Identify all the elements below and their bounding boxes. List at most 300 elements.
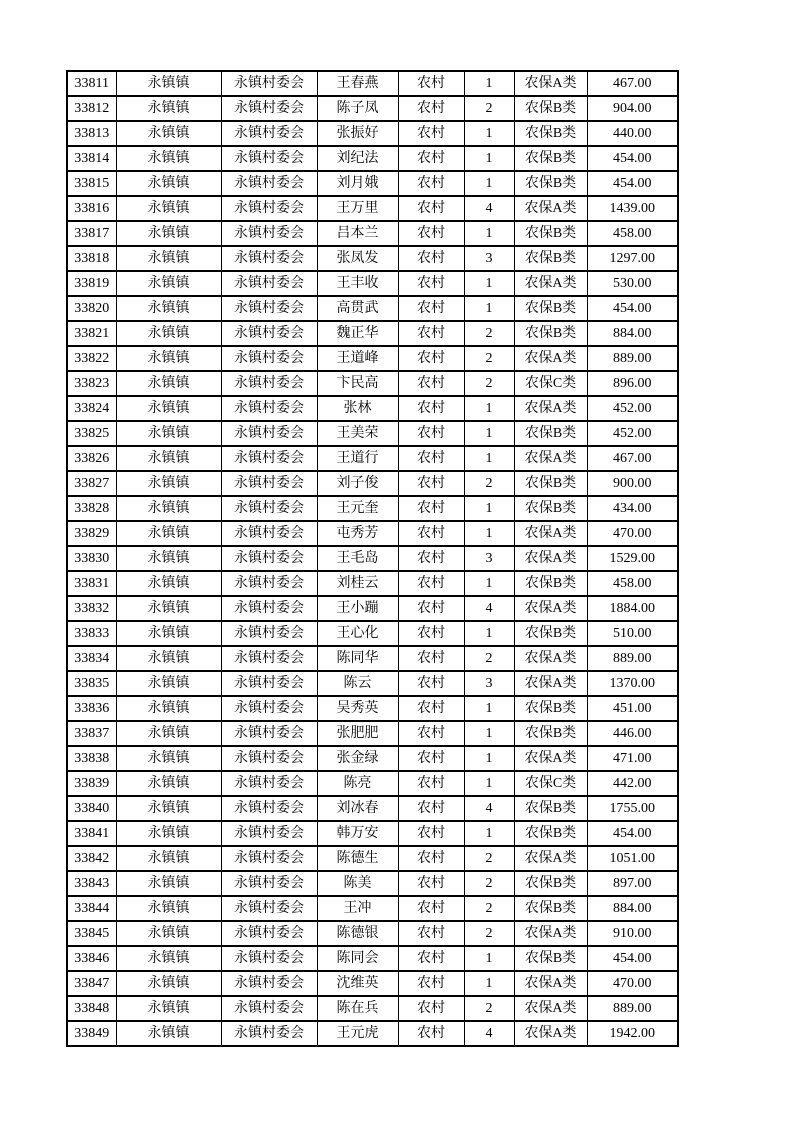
pension-roster-table [66,70,679,1047]
cell-serial-number: 33845 [67,921,116,946]
cell-town: 永镇镇 [116,396,221,421]
cell-village-committee: 永镇村委会 [221,771,317,796]
cell-town: 永镇镇 [116,271,221,296]
cell-serial-number: 33822 [67,346,116,371]
cell-amount: 458.00 [587,221,678,246]
table-row [67,746,678,771]
cell-residence-type: 农村 [398,671,464,696]
cell-serial-number: 33841 [67,821,116,846]
cell-village-committee: 永镇村委会 [221,721,317,746]
cell-residence-type: 农村 [398,246,464,271]
cell-insurance-category: 农保C类 [514,771,587,796]
table-row [67,346,678,371]
cell-people-count: 1 [464,421,514,446]
cell-person-name: 陈亮 [317,771,398,796]
cell-person-name: 沈维英 [317,971,398,996]
cell-amount: 900.00 [587,471,678,496]
cell-town: 永镇镇 [116,821,221,846]
table-row [67,896,678,921]
cell-amount: 452.00 [587,421,678,446]
cell-insurance-category: 农保A类 [514,196,587,221]
cell-town: 永镇镇 [116,696,221,721]
cell-insurance-category: 农保B类 [514,696,587,721]
cell-amount: 454.00 [587,821,678,846]
cell-insurance-category: 农保B类 [514,571,587,596]
cell-serial-number: 33830 [67,546,116,571]
cell-people-count: 1 [464,496,514,521]
table-row [67,71,678,96]
cell-town: 永镇镇 [116,721,221,746]
cell-people-count: 1 [464,746,514,771]
cell-people-count: 2 [464,896,514,921]
cell-town: 永镇镇 [116,496,221,521]
cell-person-name: 陈德银 [317,921,398,946]
cell-serial-number: 33848 [67,996,116,1021]
cell-town: 永镇镇 [116,246,221,271]
table-row [67,196,678,221]
cell-person-name: 陈美 [317,871,398,896]
cell-serial-number: 33834 [67,646,116,671]
cell-residence-type: 农村 [398,1021,464,1046]
cell-residence-type: 农村 [398,121,464,146]
table-row [67,396,678,421]
cell-insurance-category: 农保A类 [514,446,587,471]
cell-person-name: 吴秀英 [317,696,398,721]
cell-village-committee: 永镇村委会 [221,321,317,346]
cell-person-name: 陈云 [317,671,398,696]
table-row [67,596,678,621]
cell-village-committee: 永镇村委会 [221,346,317,371]
table-row [67,246,678,271]
cell-amount: 440.00 [587,121,678,146]
cell-insurance-category: 农保B类 [514,221,587,246]
cell-village-committee: 永镇村委会 [221,646,317,671]
cell-insurance-category: 农保A类 [514,71,587,96]
cell-amount: 897.00 [587,871,678,896]
cell-amount: 530.00 [587,271,678,296]
cell-village-committee: 永镇村委会 [221,221,317,246]
cell-town: 永镇镇 [116,471,221,496]
cell-amount: 510.00 [587,621,678,646]
cell-village-committee: 永镇村委会 [221,621,317,646]
cell-village-committee: 永镇村委会 [221,296,317,321]
cell-town: 永镇镇 [116,671,221,696]
cell-town: 永镇镇 [116,121,221,146]
table-row [67,271,678,296]
cell-serial-number: 33840 [67,796,116,821]
cell-town: 永镇镇 [116,796,221,821]
cell-village-committee: 永镇村委会 [221,96,317,121]
cell-insurance-category: 农保A类 [514,746,587,771]
cell-serial-number: 33827 [67,471,116,496]
cell-town: 永镇镇 [116,446,221,471]
cell-village-committee: 永镇村委会 [221,696,317,721]
cell-village-committee: 永镇村委会 [221,121,317,146]
cell-residence-type: 农村 [398,321,464,346]
cell-town: 永镇镇 [116,96,221,121]
table-row [67,721,678,746]
cell-residence-type: 农村 [398,821,464,846]
cell-insurance-category: 农保A类 [514,646,587,671]
table-row [67,546,678,571]
table-row [67,121,678,146]
cell-village-committee: 永镇村委会 [221,421,317,446]
cell-town: 永镇镇 [116,371,221,396]
cell-village-committee: 永镇村委会 [221,396,317,421]
cell-residence-type: 农村 [398,896,464,921]
cell-people-count: 3 [464,546,514,571]
cell-town: 永镇镇 [116,846,221,871]
table-row [67,1021,678,1046]
cell-town: 永镇镇 [116,521,221,546]
cell-residence-type: 农村 [398,421,464,446]
cell-insurance-category: 农保B类 [514,471,587,496]
cell-village-committee: 永镇村委会 [221,146,317,171]
cell-person-name: 王小蹦 [317,596,398,621]
cell-amount: 1942.00 [587,1021,678,1046]
cell-town: 永镇镇 [116,896,221,921]
cell-village-committee: 永镇村委会 [221,821,317,846]
cell-residence-type: 农村 [398,621,464,646]
cell-insurance-category: 农保A类 [514,1021,587,1046]
cell-amount: 889.00 [587,996,678,1021]
cell-insurance-category: 农保B类 [514,121,587,146]
cell-amount: 1529.00 [587,546,678,571]
table-row [67,296,678,321]
cell-people-count: 1 [464,621,514,646]
cell-residence-type: 农村 [398,871,464,896]
cell-serial-number: 33828 [67,496,116,521]
cell-amount: 896.00 [587,371,678,396]
cell-village-committee: 永镇村委会 [221,796,317,821]
cell-serial-number: 33836 [67,696,116,721]
cell-town: 永镇镇 [116,621,221,646]
cell-serial-number: 33829 [67,521,116,546]
table-row [67,421,678,446]
cell-insurance-category: 农保B类 [514,621,587,646]
cell-person-name: 王万里 [317,196,398,221]
cell-people-count: 1 [464,971,514,996]
table-row [67,996,678,1021]
cell-residence-type: 农村 [398,71,464,96]
cell-village-committee: 永镇村委会 [221,546,317,571]
cell-people-count: 2 [464,346,514,371]
cell-serial-number: 33812 [67,96,116,121]
cell-village-committee: 永镇村委会 [221,971,317,996]
cell-people-count: 1 [464,146,514,171]
cell-serial-number: 33839 [67,771,116,796]
cell-serial-number: 33833 [67,621,116,646]
cell-amount: 1755.00 [587,796,678,821]
table-row [67,621,678,646]
cell-insurance-category: 农保B类 [514,871,587,896]
table-row [67,571,678,596]
cell-serial-number: 33819 [67,271,116,296]
cell-town: 永镇镇 [116,971,221,996]
cell-residence-type: 农村 [398,221,464,246]
table-row [67,771,678,796]
cell-insurance-category: 农保B类 [514,296,587,321]
cell-insurance-category: 农保A类 [514,596,587,621]
cell-amount: 451.00 [587,696,678,721]
cell-amount: 1051.00 [587,846,678,871]
cell-village-committee: 永镇村委会 [221,496,317,521]
cell-people-count: 1 [464,396,514,421]
cell-person-name: 张肥肥 [317,721,398,746]
cell-amount: 454.00 [587,146,678,171]
cell-amount: 910.00 [587,921,678,946]
cell-residence-type: 农村 [398,796,464,821]
cell-town: 永镇镇 [116,221,221,246]
table-row [67,921,678,946]
table-row [67,871,678,896]
cell-serial-number: 33825 [67,421,116,446]
cell-amount: 1884.00 [587,596,678,621]
cell-serial-number: 33847 [67,971,116,996]
cell-insurance-category: 农保A类 [514,546,587,571]
table-row [67,496,678,521]
cell-village-committee: 永镇村委会 [221,671,317,696]
cell-people-count: 2 [464,321,514,346]
cell-residence-type: 农村 [398,271,464,296]
cell-village-committee: 永镇村委会 [221,446,317,471]
table-row [67,446,678,471]
cell-residence-type: 农村 [398,771,464,796]
cell-person-name: 刘子俊 [317,471,398,496]
cell-amount: 889.00 [587,346,678,371]
cell-people-count: 4 [464,596,514,621]
cell-people-count: 1 [464,696,514,721]
cell-people-count: 1 [464,771,514,796]
cell-amount: 454.00 [587,296,678,321]
cell-residence-type: 农村 [398,371,464,396]
cell-residence-type: 农村 [398,596,464,621]
cell-insurance-category: 农保A类 [514,921,587,946]
cell-serial-number: 33838 [67,746,116,771]
cell-amount: 884.00 [587,321,678,346]
cell-village-committee: 永镇村委会 [221,1021,317,1046]
cell-village-committee: 永镇村委会 [221,871,317,896]
cell-people-count: 3 [464,246,514,271]
cell-amount: 884.00 [587,896,678,921]
cell-village-committee: 永镇村委会 [221,571,317,596]
cell-person-name: 王心化 [317,621,398,646]
table-row [67,796,678,821]
cell-town: 永镇镇 [116,296,221,321]
cell-serial-number: 33823 [67,371,116,396]
cell-residence-type: 农村 [398,496,464,521]
cell-village-committee: 永镇村委会 [221,946,317,971]
cell-people-count: 2 [464,921,514,946]
cell-residence-type: 农村 [398,146,464,171]
cell-people-count: 1 [464,721,514,746]
cell-people-count: 1 [464,271,514,296]
cell-town: 永镇镇 [116,321,221,346]
cell-person-name: 刘纪法 [317,146,398,171]
cell-town: 永镇镇 [116,596,221,621]
cell-person-name: 王毛岛 [317,546,398,571]
cell-people-count: 2 [464,371,514,396]
table-row [67,696,678,721]
cell-person-name: 卞民高 [317,371,398,396]
cell-people-count: 1 [464,521,514,546]
cell-insurance-category: 农保A类 [514,271,587,296]
cell-people-count: 2 [464,871,514,896]
cell-amount: 1370.00 [587,671,678,696]
cell-amount: 470.00 [587,971,678,996]
cell-amount: 454.00 [587,171,678,196]
cell-residence-type: 农村 [398,346,464,371]
cell-town: 永镇镇 [116,1021,221,1046]
cell-insurance-category: 农保B类 [514,496,587,521]
cell-village-committee: 永镇村委会 [221,371,317,396]
cell-serial-number: 33811 [67,71,116,96]
table-row [67,521,678,546]
cell-serial-number: 33821 [67,321,116,346]
cell-residence-type: 农村 [398,296,464,321]
cell-amount: 467.00 [587,71,678,96]
cell-person-name: 陈子凤 [317,96,398,121]
cell-town: 永镇镇 [116,921,221,946]
cell-insurance-category: 农保C类 [514,371,587,396]
cell-people-count: 4 [464,196,514,221]
cell-town: 永镇镇 [116,71,221,96]
cell-people-count: 1 [464,446,514,471]
cell-village-committee: 永镇村委会 [221,246,317,271]
cell-amount: 452.00 [587,396,678,421]
cell-residence-type: 农村 [398,696,464,721]
cell-person-name: 王道行 [317,446,398,471]
cell-serial-number: 33818 [67,246,116,271]
cell-person-name: 陈同会 [317,946,398,971]
cell-village-committee: 永镇村委会 [221,471,317,496]
cell-people-count: 4 [464,1021,514,1046]
cell-person-name: 张金绿 [317,746,398,771]
cell-town: 永镇镇 [116,546,221,571]
cell-people-count: 2 [464,846,514,871]
cell-serial-number: 33842 [67,846,116,871]
table-row [67,371,678,396]
cell-village-committee: 永镇村委会 [221,596,317,621]
cell-amount: 458.00 [587,571,678,596]
cell-person-name: 陈同华 [317,646,398,671]
cell-town: 永镇镇 [116,346,221,371]
cell-residence-type: 农村 [398,521,464,546]
cell-person-name: 王美荣 [317,421,398,446]
cell-village-committee: 永镇村委会 [221,196,317,221]
table-row [67,646,678,671]
cell-village-committee: 永镇村委会 [221,71,317,96]
cell-person-name: 吕本兰 [317,221,398,246]
table-row [67,471,678,496]
cell-people-count: 2 [464,96,514,121]
cell-people-count: 1 [464,71,514,96]
cell-person-name: 高贯武 [317,296,398,321]
table-row [67,96,678,121]
cell-serial-number: 33816 [67,196,116,221]
cell-person-name: 王春燕 [317,71,398,96]
cell-people-count: 1 [464,946,514,971]
cell-town: 永镇镇 [116,146,221,171]
cell-serial-number: 33826 [67,446,116,471]
cell-person-name: 刘冰春 [317,796,398,821]
cell-people-count: 1 [464,221,514,246]
cell-village-committee: 永镇村委会 [221,271,317,296]
cell-person-name: 王元虎 [317,1021,398,1046]
cell-town: 永镇镇 [116,871,221,896]
cell-people-count: 2 [464,996,514,1021]
cell-residence-type: 农村 [398,471,464,496]
cell-serial-number: 33835 [67,671,116,696]
cell-village-committee: 永镇村委会 [221,921,317,946]
cell-residence-type: 农村 [398,446,464,471]
cell-serial-number: 33843 [67,871,116,896]
cell-residence-type: 农村 [398,171,464,196]
cell-town: 永镇镇 [116,996,221,1021]
table-row [67,971,678,996]
cell-insurance-category: 农保B类 [514,96,587,121]
table-row [67,946,678,971]
cell-insurance-category: 农保A类 [514,396,587,421]
cell-town: 永镇镇 [116,571,221,596]
cell-people-count: 2 [464,471,514,496]
cell-residence-type: 农村 [398,646,464,671]
cell-town: 永镇镇 [116,171,221,196]
cell-village-committee: 永镇村委会 [221,896,317,921]
cell-town: 永镇镇 [116,946,221,971]
cell-person-name: 王道峰 [317,346,398,371]
cell-insurance-category: 农保B类 [514,171,587,196]
cell-insurance-category: 农保A类 [514,671,587,696]
cell-serial-number: 33837 [67,721,116,746]
cell-insurance-category: 农保B类 [514,796,587,821]
cell-amount: 467.00 [587,446,678,471]
cell-residence-type: 农村 [398,846,464,871]
cell-insurance-category: 农保A类 [514,346,587,371]
cell-insurance-category: 农保B类 [514,146,587,171]
cell-amount: 454.00 [587,946,678,971]
cell-insurance-category: 农保B类 [514,421,587,446]
cell-person-name: 张林 [317,396,398,421]
cell-amount: 1439.00 [587,196,678,221]
cell-town: 永镇镇 [116,196,221,221]
cell-serial-number: 33832 [67,596,116,621]
cell-amount: 904.00 [587,96,678,121]
cell-residence-type: 农村 [398,996,464,1021]
cell-serial-number: 33820 [67,296,116,321]
cell-person-name: 屯秀芳 [317,521,398,546]
cell-serial-number: 33849 [67,1021,116,1046]
cell-residence-type: 农村 [398,746,464,771]
cell-residence-type: 农村 [398,546,464,571]
cell-person-name: 刘月娥 [317,171,398,196]
cell-residence-type: 农村 [398,921,464,946]
cell-insurance-category: 农保B类 [514,946,587,971]
cell-person-name: 魏正华 [317,321,398,346]
table-row [67,671,678,696]
cell-village-committee: 永镇村委会 [221,846,317,871]
cell-serial-number: 33846 [67,946,116,971]
table-row [67,321,678,346]
cell-residence-type: 农村 [398,196,464,221]
table-row [67,221,678,246]
cell-insurance-category: 农保B类 [514,821,587,846]
cell-residence-type: 农村 [398,396,464,421]
cell-serial-number: 33824 [67,396,116,421]
cell-people-count: 1 [464,171,514,196]
cell-amount: 446.00 [587,721,678,746]
cell-serial-number: 33817 [67,221,116,246]
